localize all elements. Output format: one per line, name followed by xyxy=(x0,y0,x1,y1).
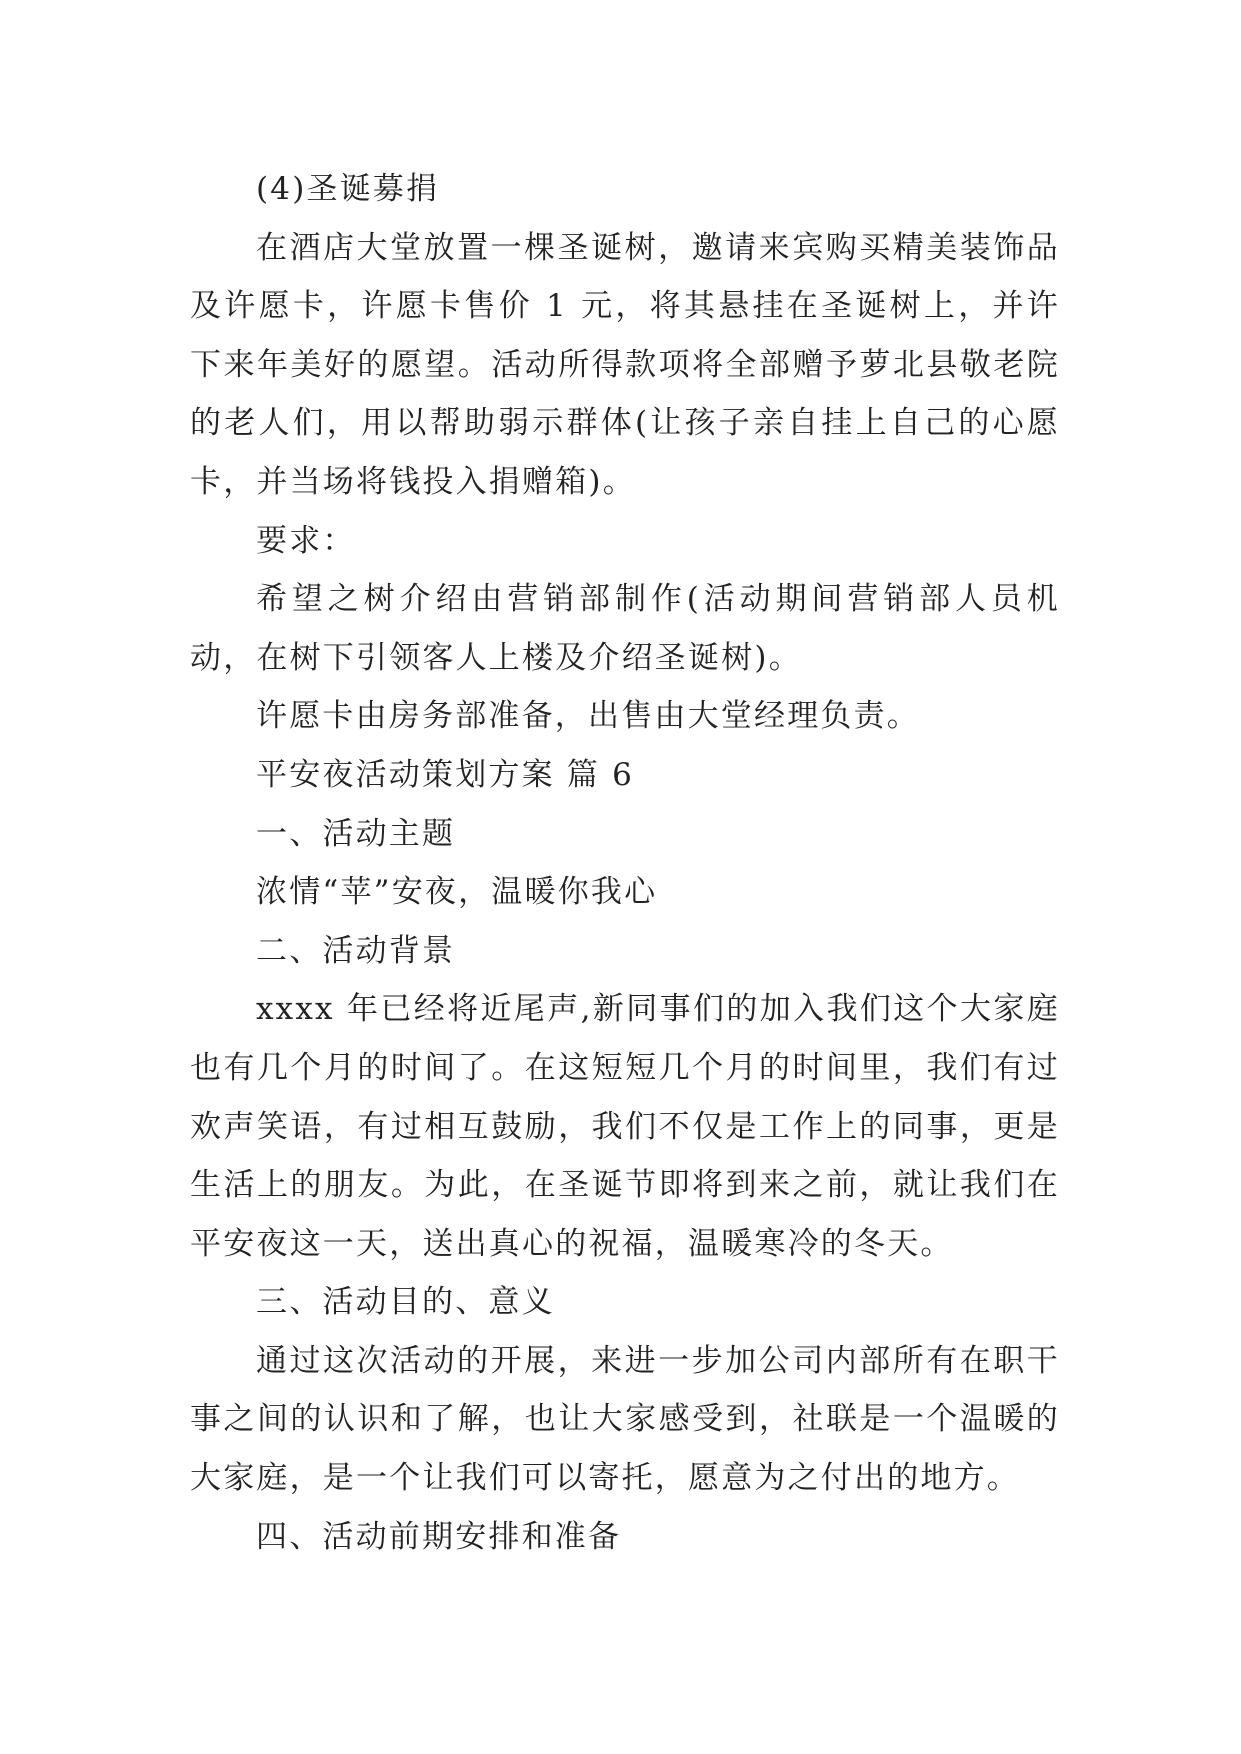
section-title-plan-6: 平安夜活动策划方案 篇 6 xyxy=(256,756,635,793)
paragraph-activity-background: xxxx 年已经将近尾声,新同事们的加入我们这个大家庭也有几个月的时间了。在这短短几个月的时间里，我们有过欢声笑语，有过相互鼓励，我们不仅是工作上的同事，更是生活上的朋友。为此，在圣诞节即将到来之前，就让我们在平安夜这一天，送出真心的祝福，温暖寒冷的冬天。 xyxy=(190,991,1060,1262)
paragraph-fundraising-description: 在酒店大堂放置一棵圣诞树，邀请来宾购买精美装饰品及许愿卡，许愿卡售价 1 元，将其悬挂在圣诞树上，并许下来年美好的愿望。活动所得款项将全部赠予萝北县敬老院的老人们，用以帮助弱示群体(让孩子亲自挂上自己的心愿卡，并当场将钱投入捐赠箱)。 xyxy=(190,229,1060,500)
paragraph-wish-card-requirement: 许愿卡由房务部准备，出售由大堂经理负责。 xyxy=(256,698,920,735)
document-body xyxy=(190,160,1060,1566)
heading-activity-background: 二、活动背景 xyxy=(256,932,456,969)
paragraph-wish-tree-requirement: 希望之树介绍由营销部制作(活动期间营销部人员机动，在树下引领客人上楼及介绍圣诞树)。 xyxy=(190,581,1060,676)
heading-preparation: 四、活动前期安排和准备 xyxy=(256,1518,622,1555)
paragraph-activity-purpose: 通过这次活动的开展，来进一步加公司内部所有在职干事之间的认识和了解，也让大家感受到，社联是一个温暖的大家庭，是一个让我们可以寄托，愿意为之付出的地方。 xyxy=(190,1342,1060,1497)
paragraph-activity-theme: 浓情“苹”安夜，温暖你我心 xyxy=(256,874,658,911)
heading-activity-theme: 一、活动主题 xyxy=(256,815,456,852)
subheading-christmas-fundraising: (4)圣诞募捐 xyxy=(256,171,440,207)
heading-activity-purpose: 三、活动目的、意义 xyxy=(256,1284,555,1321)
label-requirements: 要求： xyxy=(256,522,356,559)
